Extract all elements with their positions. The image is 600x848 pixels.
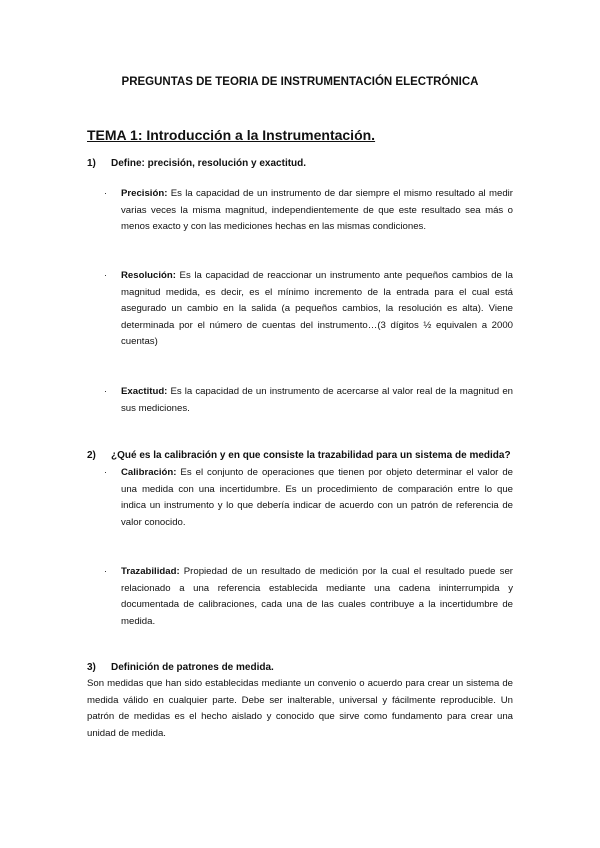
question-2-text: ¿Qué es la calibración y en que consiste la trazabilidad para un sistema de medida? xyxy=(111,450,511,461)
bullet-icon: · xyxy=(104,467,107,477)
question-1 xyxy=(87,158,306,169)
definition-traceability xyxy=(121,564,513,630)
term-calibration: Calibración: xyxy=(121,467,177,478)
definition-traceability-text: Propiedad de un resultado de medición por la cual el resultado puede ser relacionado a una referencia establecida mediante una cadena ininterrumpida y documentada de calibraciones, cada una de las cuales contribuye a la incertidumbre de medida. xyxy=(121,566,513,627)
bullet-icon: · xyxy=(104,188,107,198)
question-1-text: Define: precisión, resolución y exactitud. xyxy=(111,158,307,169)
definition-precision xyxy=(121,186,513,236)
question-2-number: 2) xyxy=(87,450,96,461)
definition-resolution-text: Es la capacidad de reaccionar un instrumento ante pequeños cambios de la magnitud medida, es decir, es el mínimo incremento de la entrada para el cual está asegurado un cambio en la salida (a pequeños cambios, la resolución es alta). Viene determinada por el número de cuentas del instrumento…(3 dígitos ½ equivalen a 2000 cuentas) xyxy=(121,270,513,348)
definition-precision-text: Es la capacidad de un instrumento de dar siempre el mismo resultado al medir varias veces la misma magnitud, independientemente de que este resultado sea más o menos exacto y con las mediciones hechas en las mismas condiciones. xyxy=(121,188,513,233)
definition-accuracy xyxy=(121,384,513,417)
term-accuracy: Exactitud: xyxy=(121,386,168,397)
bullet-icon: · xyxy=(104,386,107,396)
document-title: PREGUNTAS DE TEORIA DE INSTRUMENTACIÓN ELECTRÓNICA xyxy=(121,76,479,88)
definition-calibration xyxy=(121,465,513,531)
question-3-body: Son medidas que han sido establecidas mediante un convenio o acuerdo para crear un sistema de medida válido en cualquier parte. Debe ser inalterable, universal y fácilmente reproducible. Un patrón de medidas es el hecho aislado y conocido que sirve como fundamento para crear una unidad de medida. xyxy=(87,678,513,739)
question-3 xyxy=(87,662,274,673)
question-3-number: 3) xyxy=(87,662,96,673)
definition-calibration-text: Es el conjunto de operaciones que tienen por objeto determinar el valor de una medida con una incertidumbre. Es un procedimiento de comparación entre lo que indica un instrumento y lo que debería indicar de acuerdo con un patrón de referencia de valor conocido. xyxy=(121,467,513,528)
definition-accuracy-text: Es la capacidad de un instrumento de acercarse al valor real de la magnitud en sus mediciones. xyxy=(121,386,513,414)
question-1-number: 1) xyxy=(87,158,96,169)
question-3-text: Definición de patrones de medida. xyxy=(111,662,274,673)
question-2 xyxy=(87,450,511,461)
definition-resolution xyxy=(121,268,513,351)
term-traceability: Trazabilidad: xyxy=(121,566,180,577)
section-heading: TEMA 1: Introducción a la Instrumentación. xyxy=(87,127,376,143)
bullet-icon: · xyxy=(104,270,107,280)
bullet-icon: · xyxy=(104,566,107,576)
term-resolution: Resolución: xyxy=(121,270,176,281)
term-precision: Precisión: xyxy=(121,188,168,199)
